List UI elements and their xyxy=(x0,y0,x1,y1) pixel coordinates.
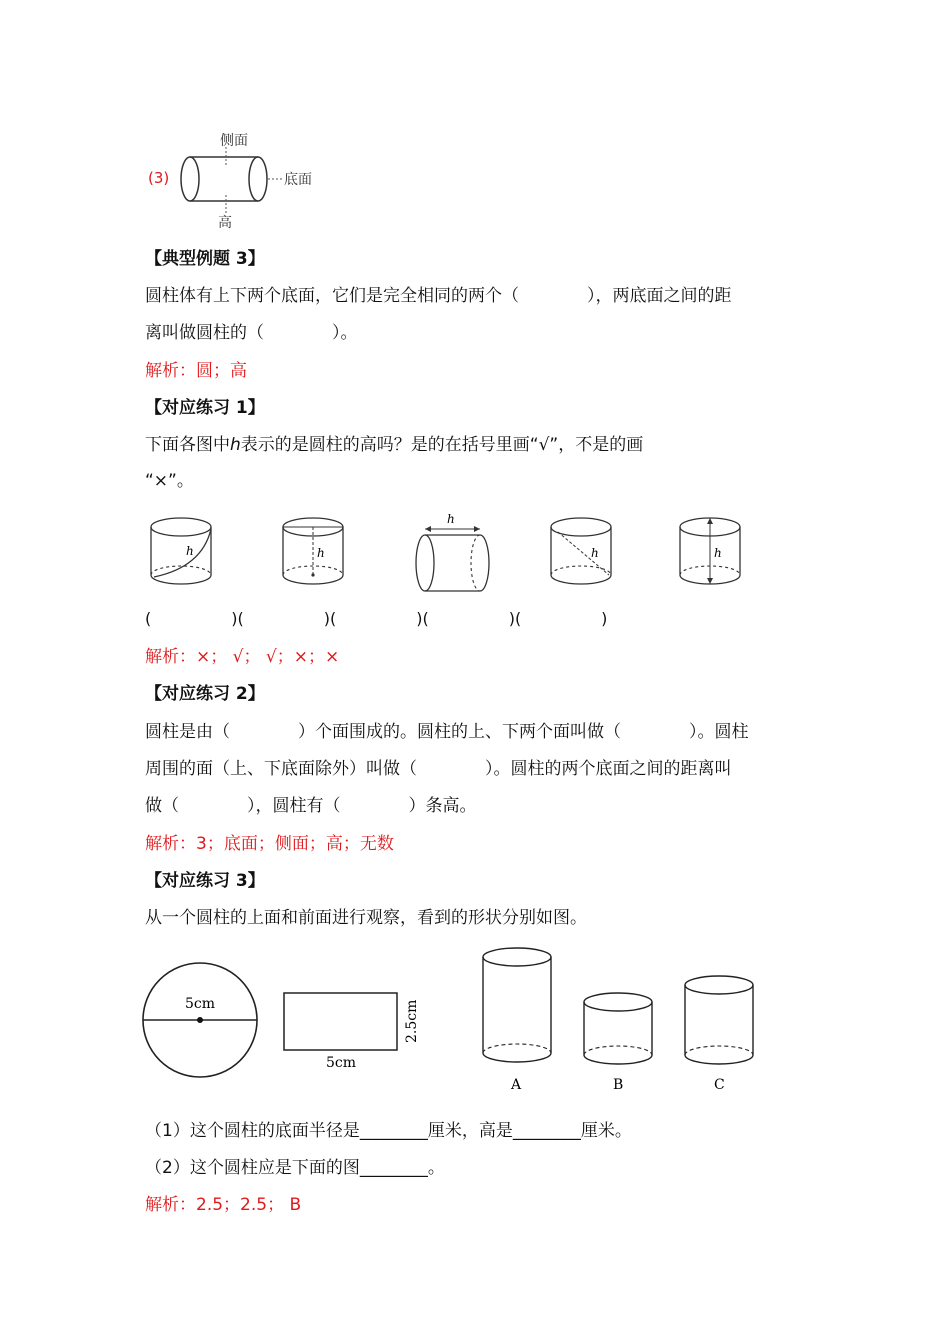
cylinder-1 xyxy=(151,518,211,584)
h-label-2: h xyxy=(317,546,325,560)
practice1-answer: 解析：×； √； √；×；× xyxy=(145,647,340,667)
example3-heading: 【典型例题 3】 xyxy=(145,249,265,269)
circle-diameter-label: 5cm xyxy=(185,996,216,1012)
practice1-heading: 【对应练习 1】 xyxy=(145,398,265,418)
option-b-label: B xyxy=(613,1077,624,1093)
practice2-answer: 解析：3；底面；侧面；高；无数 xyxy=(145,834,394,854)
cylinder-5 xyxy=(680,518,740,584)
option-c-cylinder xyxy=(685,976,753,1093)
practice1-blanks: ( )( )( )( )( ) xyxy=(145,609,608,628)
practice1-line1: 下面各图中ℎ表示的是圆柱的高吗？是的在括号里画“√”，不是的画 xyxy=(145,435,644,455)
rect-width-label: 5cm xyxy=(326,1055,357,1071)
rect-height-label: 2.5cm xyxy=(404,999,420,1043)
option-c-label: C xyxy=(714,1077,725,1093)
practice2-line1: 圆柱是由（ ）个面围成的。圆柱的上、下两个面叫做（ ）。圆柱 xyxy=(145,722,749,742)
h-label-5: h xyxy=(714,546,722,560)
label-side: 侧面 xyxy=(220,133,248,149)
practice3-heading: 【对应练习 3】 xyxy=(145,871,265,891)
example3-line2: 离叫做圆柱的（ ）。 xyxy=(145,323,358,343)
cylinder-2 xyxy=(283,518,343,584)
h-label-1: h xyxy=(186,544,194,558)
h-label-3: h xyxy=(447,512,455,526)
figure-number: (3) xyxy=(148,169,170,187)
practice3-question2: （2）这个圆柱应是下面的图________。 xyxy=(145,1158,445,1178)
practice3-question1: （1）这个圆柱的底面半径是________厘米，高是________厘米。 xyxy=(145,1121,632,1141)
label-height: 高 xyxy=(218,215,232,230)
practice2-line3: 做（ ），圆柱有（ ）条高。 xyxy=(145,796,477,816)
practice1-cylinders xyxy=(140,505,760,600)
example3-line1: 圆柱体有上下两个底面，它们是完全相同的两个（ ），两底面之间的距 xyxy=(145,286,732,306)
option-b-cylinder xyxy=(584,993,652,1093)
practice2-heading: 【对应练习 2】 xyxy=(145,684,265,704)
practice3-intro: 从一个圆柱的上面和前面进行观察，看到的形状分别如图。 xyxy=(145,908,587,928)
front-view-rectangle xyxy=(284,993,420,1071)
practice3-answer: 解析：2.5；2.5； B xyxy=(145,1195,302,1215)
label-base: 底面 xyxy=(284,172,312,188)
h-label-4: h xyxy=(591,546,599,560)
example3-answer: 解析：圆；高 xyxy=(145,361,247,381)
practice1-line2: “×”。 xyxy=(145,471,194,491)
top-view-circle xyxy=(143,963,257,1077)
option-a-cylinder xyxy=(483,948,551,1093)
option-a-label: A xyxy=(511,1077,522,1093)
practice2-line2: 周围的面（上、下底面除外）叫做（ ）。圆柱的两个底面之间的距离叫 xyxy=(145,759,732,779)
practice3-figure xyxy=(140,940,770,1100)
cylinder-parts-figure xyxy=(140,125,340,230)
cylinder-3 xyxy=(416,512,489,591)
cylinder-4 xyxy=(551,518,611,584)
